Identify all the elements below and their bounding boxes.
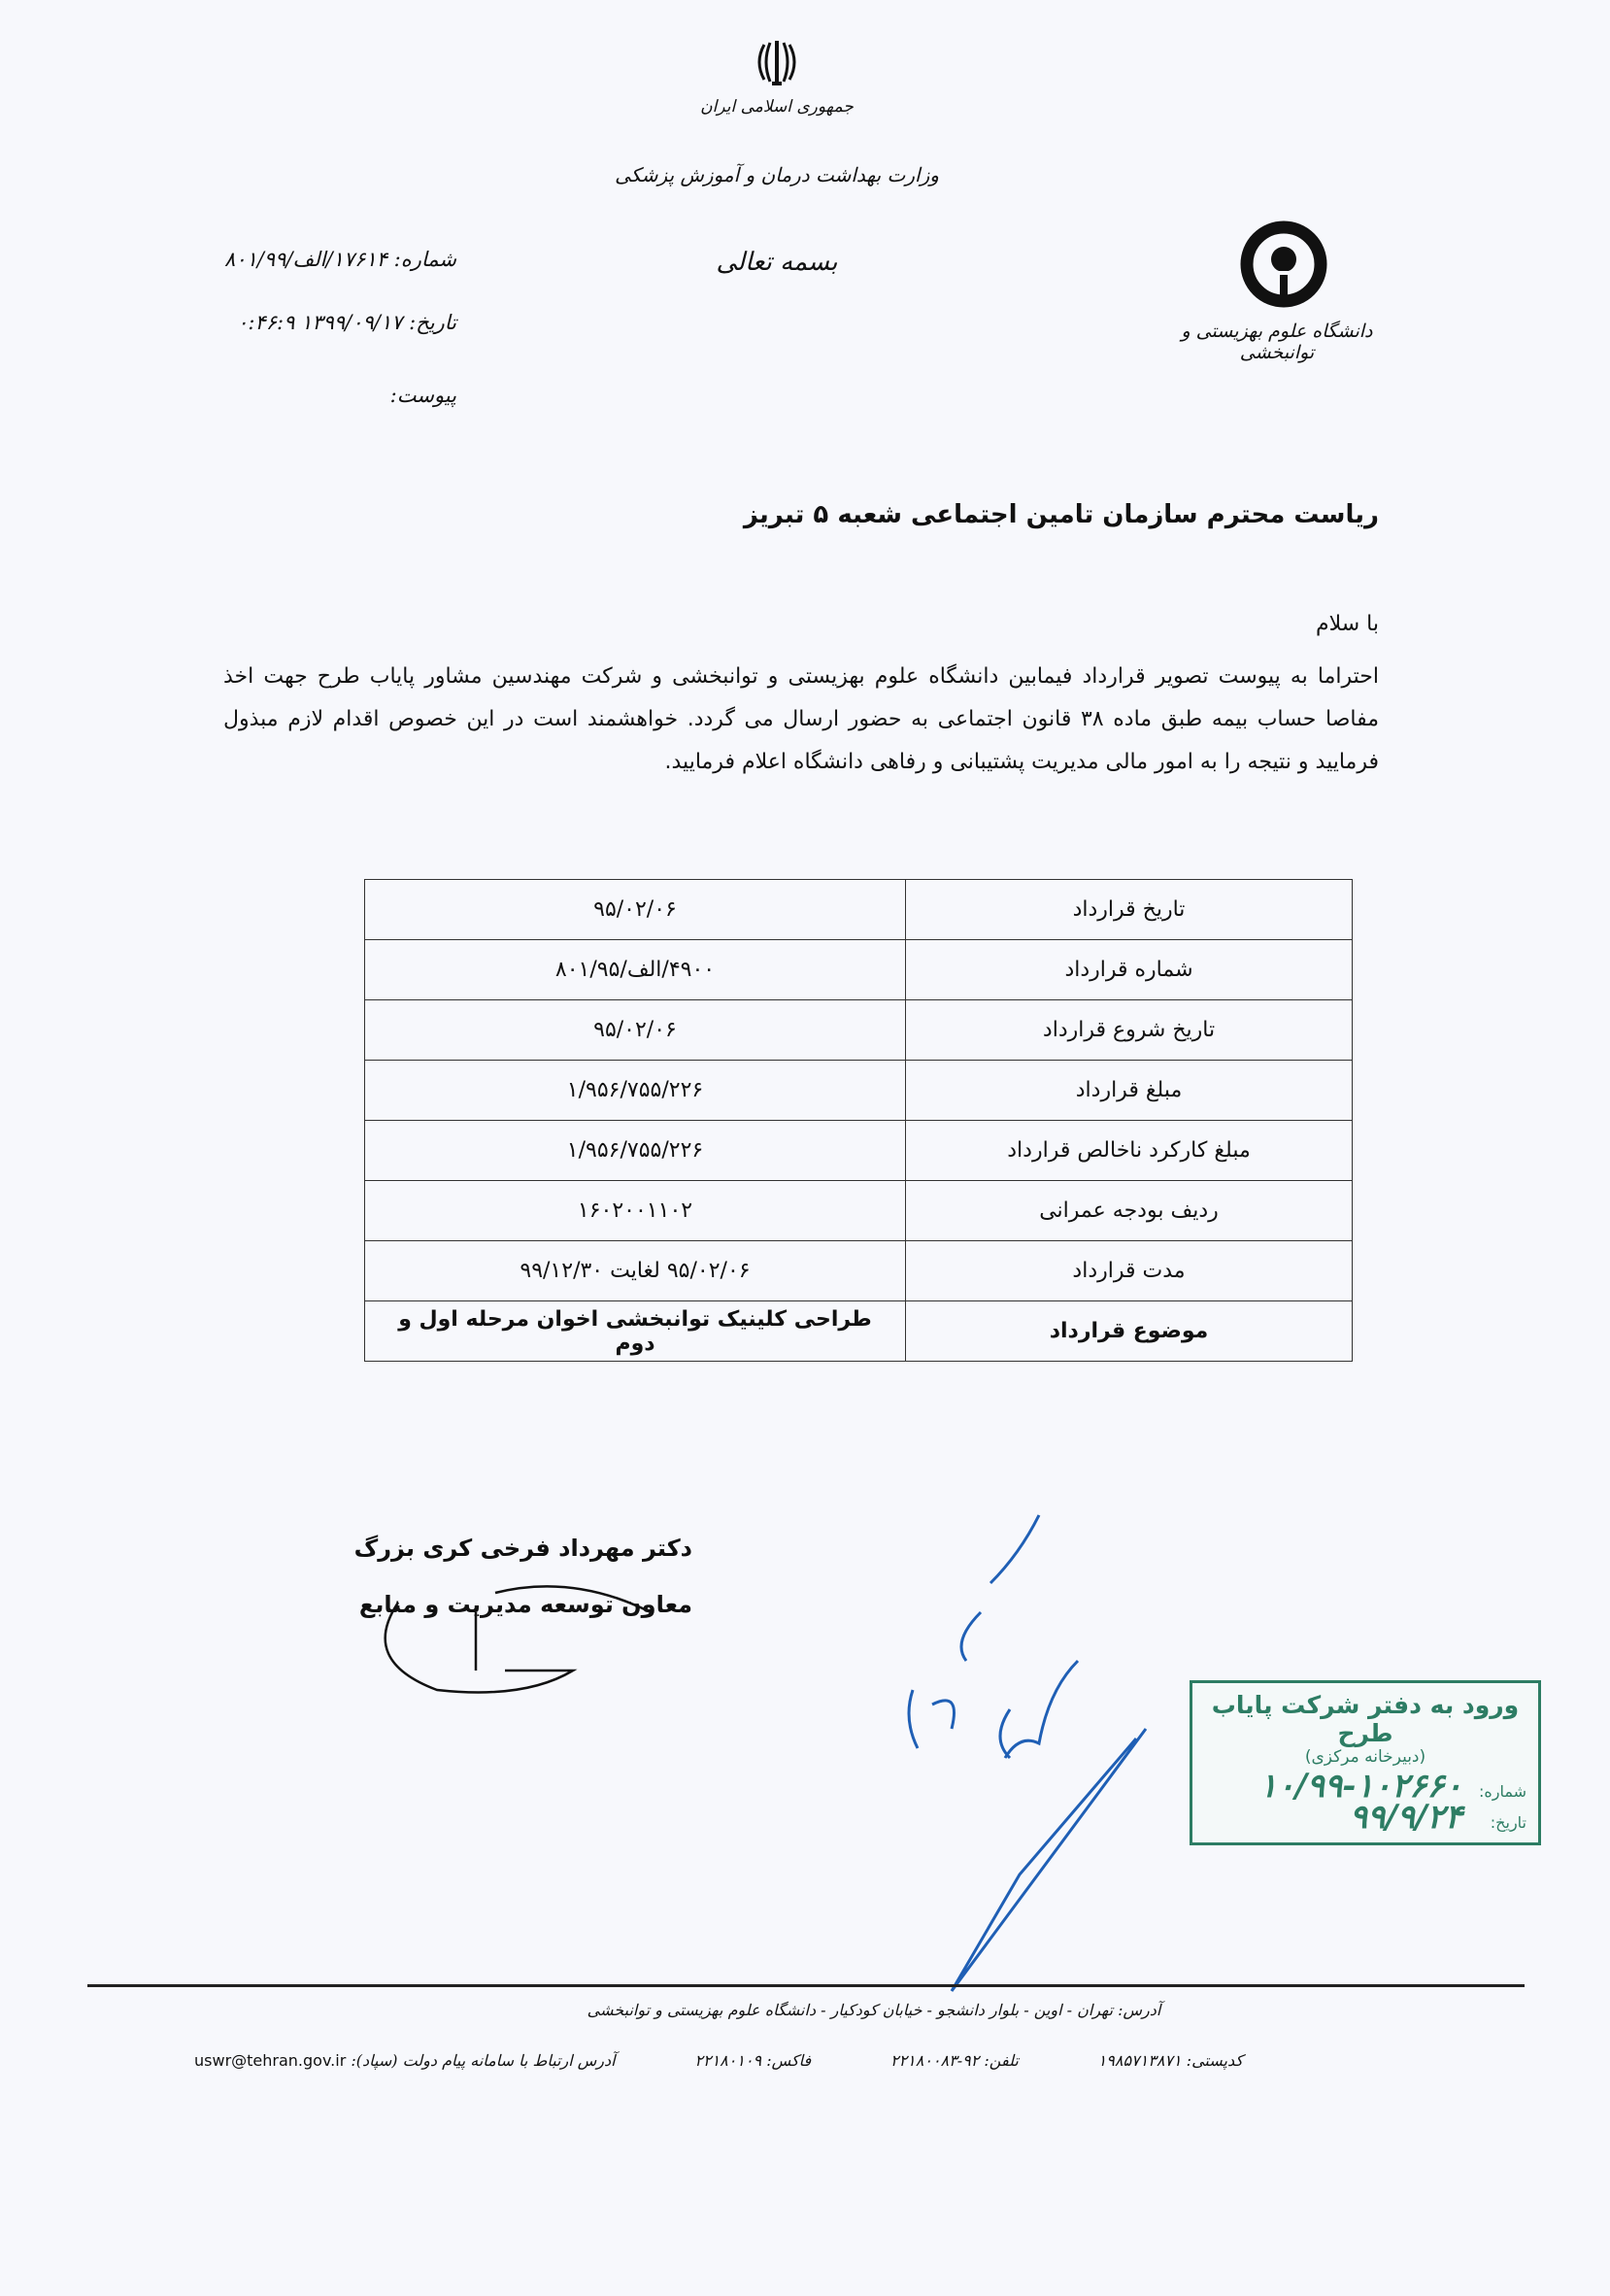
table-row xyxy=(365,1181,1353,1241)
email-label: آدرس ارتباط با سامانه پیام دولت (سپاد): xyxy=(351,2051,616,2070)
university-name: دانشگاه علوم بهزیستی و توانبخشی xyxy=(1181,321,1373,363)
basmala: بسمه تعالی xyxy=(716,248,838,277)
footer-email xyxy=(194,2051,616,2070)
table-row xyxy=(365,880,1353,940)
email-link[interactable]: uswr@tehran.gov.ir xyxy=(194,2051,347,2070)
table-row xyxy=(365,940,1353,1000)
letter-body: احتراما به پیوست تصویر قرارداد فیمابین دانشگاه علوم بهزیستی و توانبخشی و شرکت مهندسین مشاور پایاب طرح جهت اخذ مفاصا حساب بیمه طبق ماده ۳۸ قانون اجتماعی به حضور ارسال می گردد. خواهشمند است در این خصوص اقدام لازم مبذول فرمایید و نتیجه را به امور مالی مدیریت پشتیبانی و رفاهی دانشگاه اعلام فرمایید. xyxy=(223,664,1379,774)
row-label: تاریخ شروع قرارداد xyxy=(906,1000,1353,1061)
table-row xyxy=(365,1241,1353,1301)
republic-title: جمهوری اسلامی ایران xyxy=(700,97,854,117)
signature-scribble-icon xyxy=(359,1554,709,1700)
row-label: مدت قرارداد xyxy=(906,1241,1353,1301)
iran-emblem-icon xyxy=(753,37,801,87)
stamp-subtitle: (دبیرخانه مرکزی) xyxy=(1304,1747,1426,1767)
row-value: ۱/۹۵۶/۷۵۵/۲۲۶ xyxy=(365,1061,906,1121)
row-value: ۴۹۰۰/الف/۸۰۱/۹۵ xyxy=(365,940,906,1000)
number-label: شماره: xyxy=(393,248,456,271)
row-label: تاریخ قرارداد xyxy=(906,880,1353,940)
footer-divider xyxy=(87,1984,1525,1987)
letter-number xyxy=(126,248,456,271)
row-value: ۹۵/۰۲/۰۶ لغایت ۹۹/۱۲/۳۰ xyxy=(365,1241,906,1301)
row-value: ۹۵/۰۲/۰۶ xyxy=(365,1000,906,1061)
signer-title: معاون توسعه مدیریت و منابع xyxy=(358,1591,692,1618)
row-value: طراحی کلینیک توانبخشی اخوان مرحله اول و دوم xyxy=(365,1301,906,1362)
footer-fax: فاکس: ۲۲۱۸۰۱۰۹ xyxy=(694,2051,812,2070)
row-value: ۹۵/۰۲/۰۶ xyxy=(365,880,906,940)
row-label: ردیف بودجه عمرانی xyxy=(906,1181,1353,1241)
ministry-title: وزارت بهداشت درمان و آموزش پزشکی xyxy=(615,163,939,186)
row-label: مبلغ قرارداد xyxy=(906,1061,1353,1121)
row-label: شماره قرارداد xyxy=(906,940,1353,1000)
number-value: ۱۷۶۱۴/الف/۸۰۱/۹۹ xyxy=(223,248,387,271)
footer-postal: کدپستی: ۱۹۸۵۷۱۳۸۷۱ xyxy=(1097,2051,1243,2070)
table-row xyxy=(365,1301,1353,1362)
row-value: ۱/۹۵۶/۷۵۵/۲۲۶ xyxy=(365,1121,906,1181)
stamp-number-label: شماره: xyxy=(1478,1782,1526,1801)
footer-contacts xyxy=(194,2051,1243,2070)
letter-attachment: پیوست: xyxy=(389,384,456,407)
table-row xyxy=(365,1121,1353,1181)
received-stamp xyxy=(1190,1680,1541,1845)
row-label: موضوع قرارداد xyxy=(906,1301,1353,1362)
stamp-title: ورود به دفتر شرکت پایاب طرح xyxy=(1211,1691,1520,1747)
recipient-heading: ریاست محترم سازمان تامین اجتماعی شعبه ۵ تبریز xyxy=(743,500,1379,529)
table-row xyxy=(365,1000,1353,1061)
signer-name: دکتر مهرداد فرخی کری بزرگ xyxy=(353,1535,692,1562)
footer-phone: تلفن: ۹۲-۲۲۱۸۰۰۸۳ xyxy=(889,2051,1019,2070)
date-value: ۱۳۹۹/۰۹/۱۷ ۰:۴۶:۹ xyxy=(237,311,403,334)
table-row xyxy=(365,1061,1353,1121)
row-label: مبلغ کارکرد ناخالص قرارداد xyxy=(906,1121,1353,1181)
greeting: با سلام xyxy=(1315,612,1379,636)
stamp-number: ۱۰/۹۹-۱۰۲۶۶۰ xyxy=(1258,1767,1462,1806)
date-label: تاریخ: xyxy=(409,311,456,334)
university-logo-icon xyxy=(1238,219,1330,311)
row-value: ۱۶۰۲۰۰۱۱۰۲ xyxy=(365,1181,906,1241)
handwritten-note-icon xyxy=(874,1496,1185,2001)
contract-table xyxy=(364,879,1353,1362)
footer-address: آدرس: تهران - اوین - بلوار دانشجو - خیابان کودکیار - دانشگاه علوم بهزیستی و توانبخشی xyxy=(587,2001,1161,2019)
stamp-date-label: تاریخ: xyxy=(1490,1813,1526,1832)
stamp-date: ۹۹/۹/۲۴ xyxy=(1349,1798,1462,1837)
letter-date xyxy=(126,311,456,334)
